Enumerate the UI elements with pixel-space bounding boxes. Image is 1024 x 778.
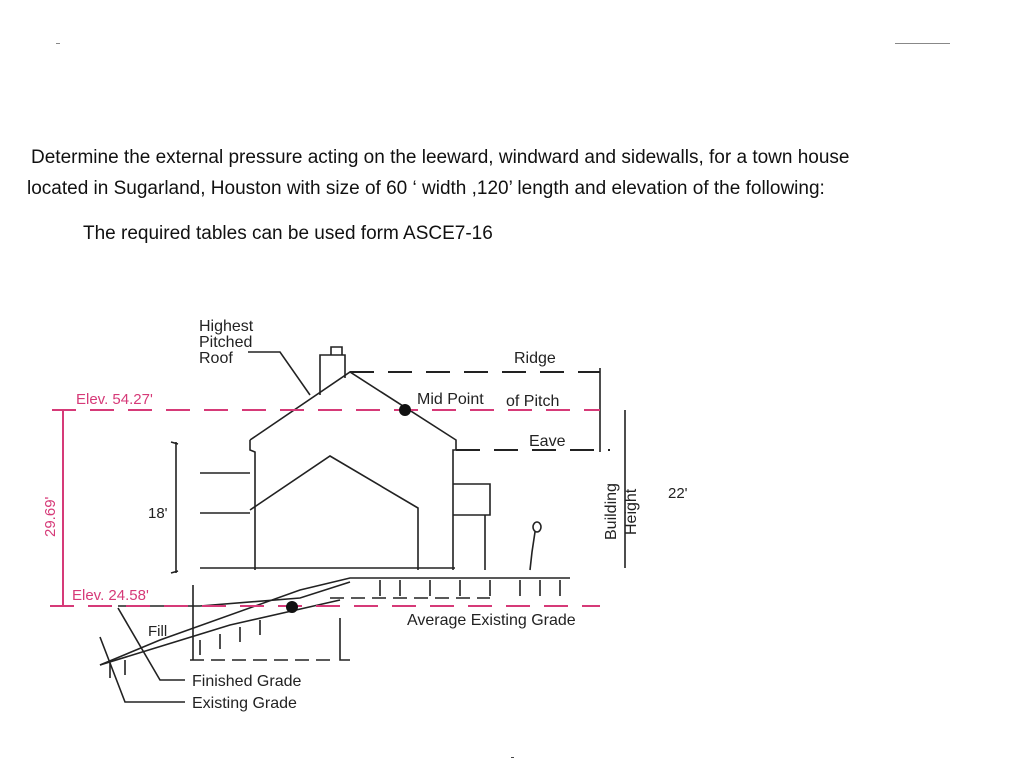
grade-point-marker [286, 601, 298, 613]
label-of-pitch: of Pitch [506, 393, 560, 410]
label-existing-grade: Existing Grade [192, 695, 297, 712]
label-mid-point: Mid Point [417, 391, 484, 408]
mid-point-marker [399, 404, 411, 416]
label-fill: Fill [148, 623, 168, 640]
label-height: Height [623, 488, 640, 535]
label-roof: Roof [199, 350, 233, 367]
label-building: Building [603, 483, 620, 540]
label-ridge: Ridge [514, 350, 556, 367]
question-line-2: located in Sugarland, Houston with size of 60 ‘ width ,120’ length and elevation of the following: [27, 178, 825, 199]
label-elev-bottom: Elev. 24.58' [72, 587, 149, 604]
label-elev-top: Elev. 54.27' [76, 391, 153, 408]
label-average-grade: Average Existing Grade [407, 612, 576, 629]
label-wall-height: 18' [148, 505, 168, 522]
question-note: The required tables can be used form ASCE7-16 [83, 223, 493, 244]
elevation-lines [50, 410, 600, 606]
label-pitched: Pitched [199, 334, 253, 351]
label-building-height-value: 22' [668, 485, 688, 502]
label-finished-grade: Finished Grade [192, 673, 302, 690]
label-highest: Highest [199, 318, 254, 335]
label-eave: Eave [529, 433, 566, 450]
label-total-height: 29.69' [42, 496, 59, 537]
question-line-1: Determine the external pressure acting on the leeward, windward and sidewalls, for a town house [31, 147, 850, 168]
